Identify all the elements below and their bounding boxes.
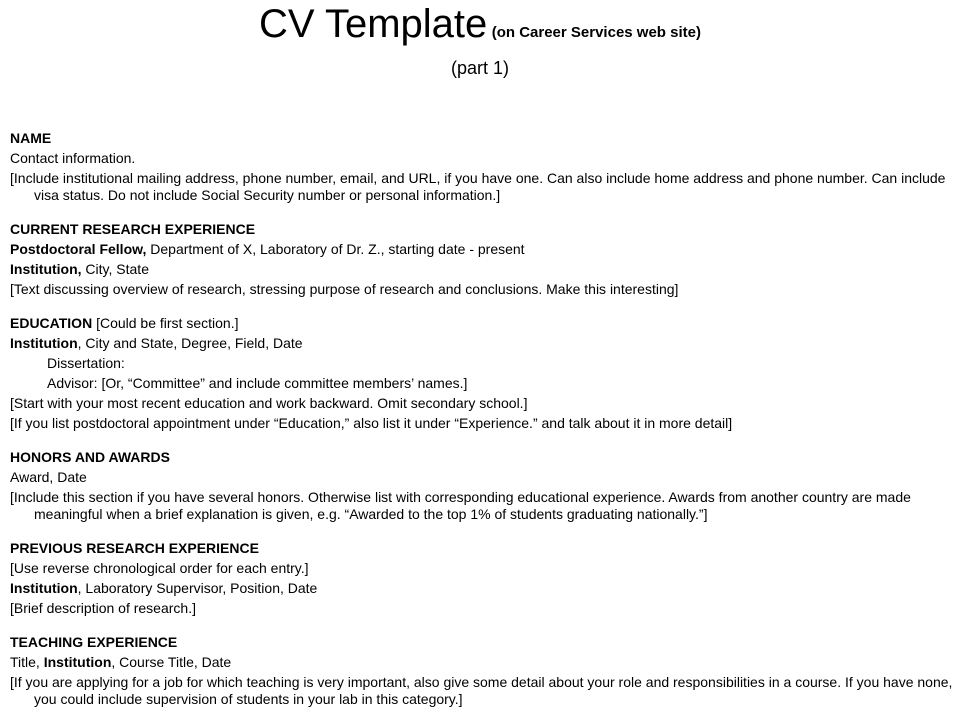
education-heading: EDUCATION [10,315,93,331]
spacer [10,435,955,449]
position-title: Postdoctoral Fellow, [10,241,147,257]
previous-research-order-note: [Use reverse chronological order for each entry.] [10,560,309,576]
spacer [10,301,955,315]
current-research-institution [10,261,955,278]
institution-label: Institution [43,654,112,670]
honors-line: Award, Date [10,469,87,485]
teaching-entry [10,654,955,671]
teaching-text: [If you are applying for a job for which teaching is very important, also give some detail about your role and responsibilities in a course. If you have none, you could include supervision of students in your lab in this category.] [10,674,953,707]
spacer [10,526,955,540]
education-dissertation: Dissertation: [47,355,125,371]
title-part: (part 1) [450,58,510,78]
institution-details: City, State [81,261,149,277]
institution-label: Institution [10,335,78,351]
previous-research-institution [10,580,955,597]
title-subtitle: (on Career Services web site) [491,24,701,41]
previous-research-heading: PREVIOUS RESEARCH EXPERIENCE [10,540,259,556]
honors-text: [Include this section if you have several honors. Otherwise list with corresponding educational experience. Awards from another country are made meaningful when a brief explanation is given, e.g. “Awarded to the top 1% of students graduating nationally.”] [10,489,911,522]
institution-label: Institution, [10,261,82,277]
spacer [10,207,955,221]
name-instructions: [Include institutional mailing address, phone number, email, and URL, if you have one. Can also include home address and phone number. Can include visa status. Do not include Social Security number or personal information.] [10,170,946,203]
education-note-2: [If you list postdoctoral appointment under “Education,” also list it under “Experience.” and talk about it in more detail] [10,415,733,431]
honors-heading: HONORS AND AWARDS [10,449,170,465]
teaching-heading: TEACHING EXPERIENCE [10,634,178,650]
education-advisor: Advisor: [Or, “Committee” and include committee members’ names.] [47,375,468,391]
spacer [10,620,955,634]
education-heading-line [10,315,955,332]
institution-label: Institution [10,580,78,596]
education-institution [10,335,955,352]
previous-research-text: [Brief description of research.] [10,600,196,616]
institution-details: , Laboratory Supervisor, Position, Date [77,580,318,596]
current-research-heading: CURRENT RESEARCH EXPERIENCE [10,221,256,237]
teaching-title: Title, [10,654,44,670]
current-research-text: [Text discussing overview of research, stressing purpose of research and conclusions. Make this interesting] [10,281,679,297]
current-research-position [10,241,955,258]
position-details: Department of X, Laboratory of Dr. Z., starting date - present [146,241,525,257]
institution-details: , Course Title, Date [111,654,232,670]
title-main: CV Template [259,2,488,46]
slide-title [0,2,960,47]
cv-template-body [10,130,955,711]
institution-details: , City and State, Degree, Field, Date [77,335,303,351]
education-note-1: [Start with your most recent education and work backward. Omit secondary school.] [10,395,528,411]
name-line: Contact information. [10,150,136,166]
education-heading-note: [Could be first section.] [92,315,239,331]
name-heading: NAME [10,130,52,146]
